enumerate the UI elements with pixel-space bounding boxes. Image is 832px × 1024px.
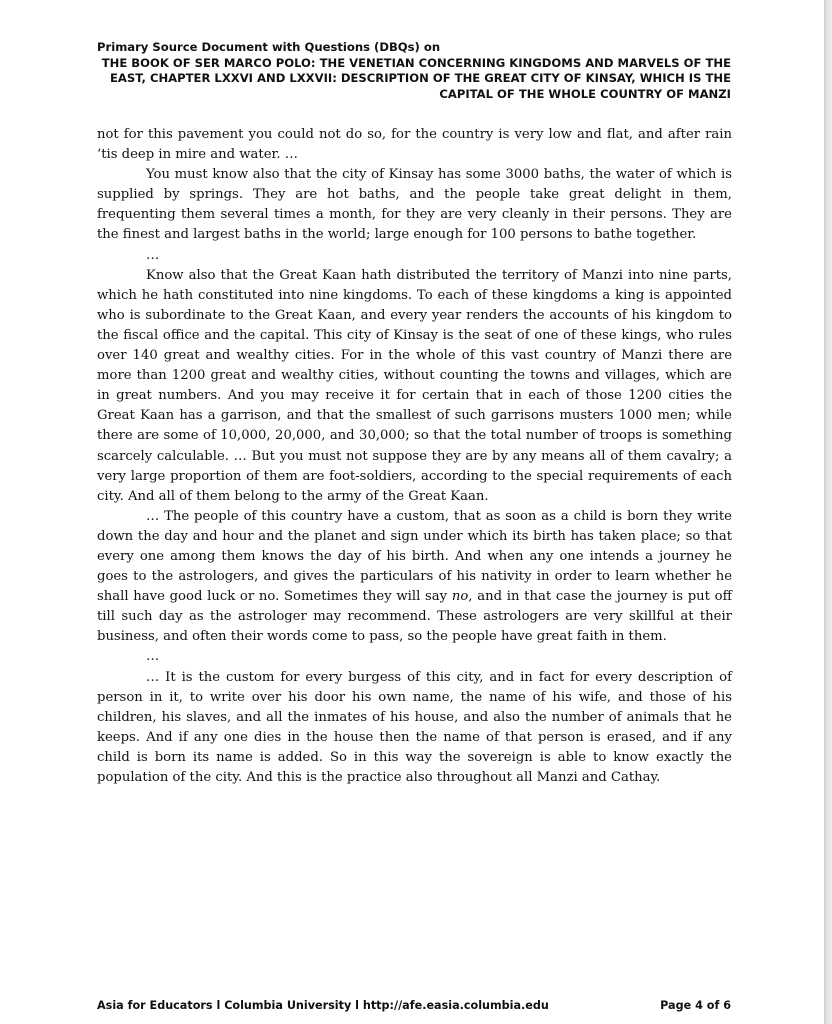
footer-source: Asia for Educators l Columbia University l http://afe.easia.columbia.edu [97,999,549,1012]
italic-no: no [451,589,469,605]
page-number: Page 4 of 6 [660,999,731,1012]
document-body [97,125,732,788]
paragraph-astrologers [97,507,732,648]
header-title: THE BOOK OF SER MARCO POLO: THE VENETIAN CONCERNING KINGDOMS AND MARVELS OF THE EAST, CHAPTER LXXVI AND LXXVII: DESCRIPTION OF THE GREAT CITY OF KINSAY, WHICH IS THE CAPITAL OF THE WHOLE COUNTRY OF MANZI [101,55,731,101]
paragraph-pavement: not for this pavement you could not do so, for the country is very low and flat, and after rain ‘tis deep in mire and water. … [97,127,732,163]
paragraph-census: … It is the custom for every burgess of this city, and in fact for every description of person in it, to write over his door his own name, the name of his wife, and those of his children, his slaves, and all the inmates of his house, and also the number of animals that he keeps. And if any one dies in the house then the name of that person is erased, and if any child is born its name is added. So in this way the sovereign is able to know exactly the population of the city. And this is the practice also throughout all Manzi and Cathay. [97,669,732,785]
paragraph-astrologers-part2: , and in that case the journey is put off till such day as the astrologer may recommend. These astrologers are very skillful at their business, and often their words come to pass, so the people have great faith in them. [97,589,732,645]
paragraph-kingdoms: Know also that the Great Kaan hath distributed the territory of Manzi into nine parts, which he hath constituted into nine kingdoms. To each of these kingdoms a king is appointed who is subordinate to the Great Kaan, and every year renders the accounts of his kingdom to the fiscal office and the capital. This city of Kinsay is the seat of one of these kings, who rules over 140 great and wealthy cities. For in the whole of this vast country of Manzi there are more than 1200 great and wealthy cities, without counting the towns and villages, which are in great numbers. And you may receive it for certain that in each of those 1200 cities the Great Kaan has a garrison, and that the smallest of such garrisons musters 1000 men; while there are some of 10,000, 20,000, and 30,000; so that the total number of troops is something scarcely calculable. … But you must not suppose they are by any means all of them cavalry; a very large proportion of them are foot-soldiers, according to the special requirements of each city. And all of them belong to the army of the Great Kaan. [97,267,732,504]
paragraph-baths: You must know also that the city of Kinsay has some 3000 baths, the water of which is supplied by springs. They are hot baths, and the people take great delight in them, frequenting them several times a month, for they are very cleanly in their persons. They are the finest and largest baths in the world; large enough for 100 persons to bathe together. [97,167,732,243]
header-subtitle: Primary Source Document with Questions (DBQs) on [97,40,441,54]
ellipsis-break: … [146,247,160,263]
page-header [97,40,731,102]
paragraph-astrologers-part1: … The people of this country have a custom, that as soon as a child is born they write down the day and hour and the planet and sign under which its birth has taken place; so that every one among them knows the day of his birth. And when any one intends a journey he goes to the astrologers, and gives the particulars of his nativity in order to learn whether he shall have good luck or no. Sometimes they will say [97,508,732,605]
ellipsis-break: … [146,649,160,665]
